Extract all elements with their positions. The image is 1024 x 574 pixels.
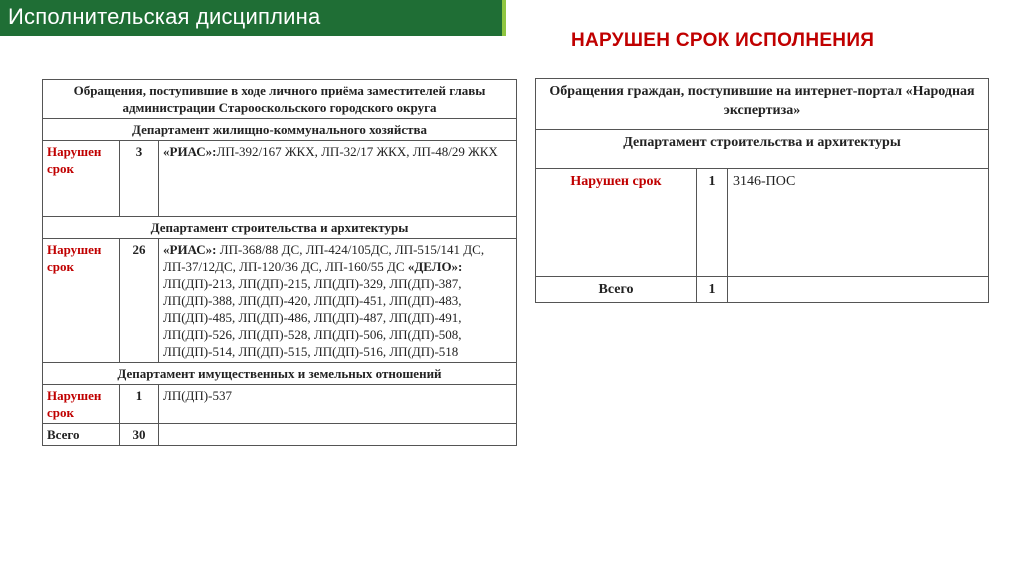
details-cell: ЛП(ДП)-537 [159, 385, 517, 424]
table-row [43, 385, 517, 424]
details-source-label: «РИАС»: [163, 242, 217, 257]
count-cell: 26 [120, 239, 159, 363]
total-value: 30 [120, 424, 159, 446]
total-label: Всего [43, 424, 120, 446]
total-label: Всего [536, 277, 697, 303]
details-source-label: «РИАС»: [163, 144, 217, 159]
total-value: 1 [697, 277, 728, 303]
table-row [43, 363, 517, 385]
count-cell: 1 [120, 385, 159, 424]
empty-cell [728, 277, 989, 303]
table-row [43, 119, 517, 141]
department-header: Департамент строительства и архитектуры [536, 130, 989, 169]
details-cell [159, 141, 517, 217]
count-cell: 1 [697, 169, 728, 277]
table-caption: Обращения, поступившие в ходе личного приёма заместителей главы администрации Старооскольского городского округа [43, 80, 517, 119]
count-cell: 3 [120, 141, 159, 217]
details-cell [159, 239, 517, 363]
details-text: ЛП-392/167 ЖКХ, ЛП-32/17 ЖКХ, ЛП-48/29 ЖКХ [216, 144, 498, 159]
table-row [43, 217, 517, 239]
status-cell: Нарушен срок [43, 239, 120, 363]
table-row [536, 277, 989, 303]
status-cell: Нарушен срок [536, 169, 697, 277]
page-title: Исполнительская дисциплина [8, 4, 321, 29]
status-cell: Нарушен срок [43, 385, 120, 424]
table-row [43, 80, 517, 119]
personal-reception-table [42, 79, 517, 446]
details-source-label: «ДЕЛО»: [407, 259, 463, 274]
table-row [43, 239, 517, 363]
page-subtitle: НАРУШЕН СРОК ИСПОЛНЕНИЯ [571, 30, 875, 51]
table-caption: Обращения граждан, поступившие на интернет-портал «Народная экспертиза» [536, 79, 989, 130]
header-accent-stripe [502, 0, 506, 36]
details-text: ЛП-368/88 ДС, ЛП-424/105ДС, ЛП-515/141 ДС, ЛП-37/12ДС, ЛП-120/36 ДС, ЛП-160/55 ДС [163, 242, 485, 274]
table-row [43, 424, 517, 446]
details-text: ЛП(ДП)-213, ЛП(ДП)-215, ЛП(ДП)-329, ЛП(ДП)-387, ЛП(ДП)-388, ЛП(ДП)-420, ЛП(ДП)-451, ЛП(ДП)-483, ЛП(ДП)-485, ЛП(ДП)-486, ЛП(ДП)-487, ЛП(ДП)-491, ЛП(ДП)-526, ЛП(ДП)-528, ЛП(ДП)-506, ЛП(ДП)-508, ЛП(ДП)-514, ЛП(ДП)-515, ЛП(ДП)-516, ЛП(ДП)-518 [163, 276, 462, 359]
department-header: Департамент жилищно-коммунального хозяйства [43, 119, 517, 141]
table-row [536, 169, 989, 277]
details-cell: 3146-ПОС [728, 169, 989, 277]
header-bar [0, 0, 506, 36]
department-header: Департамент имущественных и земельных отношений [43, 363, 517, 385]
department-header: Департамент строительства и архитектуры [43, 217, 517, 239]
empty-cell [159, 424, 517, 446]
table-row [43, 141, 517, 217]
table-row [536, 79, 989, 130]
internet-portal-table [535, 78, 989, 303]
table-row [536, 130, 989, 169]
status-cell: Нарушен срок [43, 141, 120, 217]
